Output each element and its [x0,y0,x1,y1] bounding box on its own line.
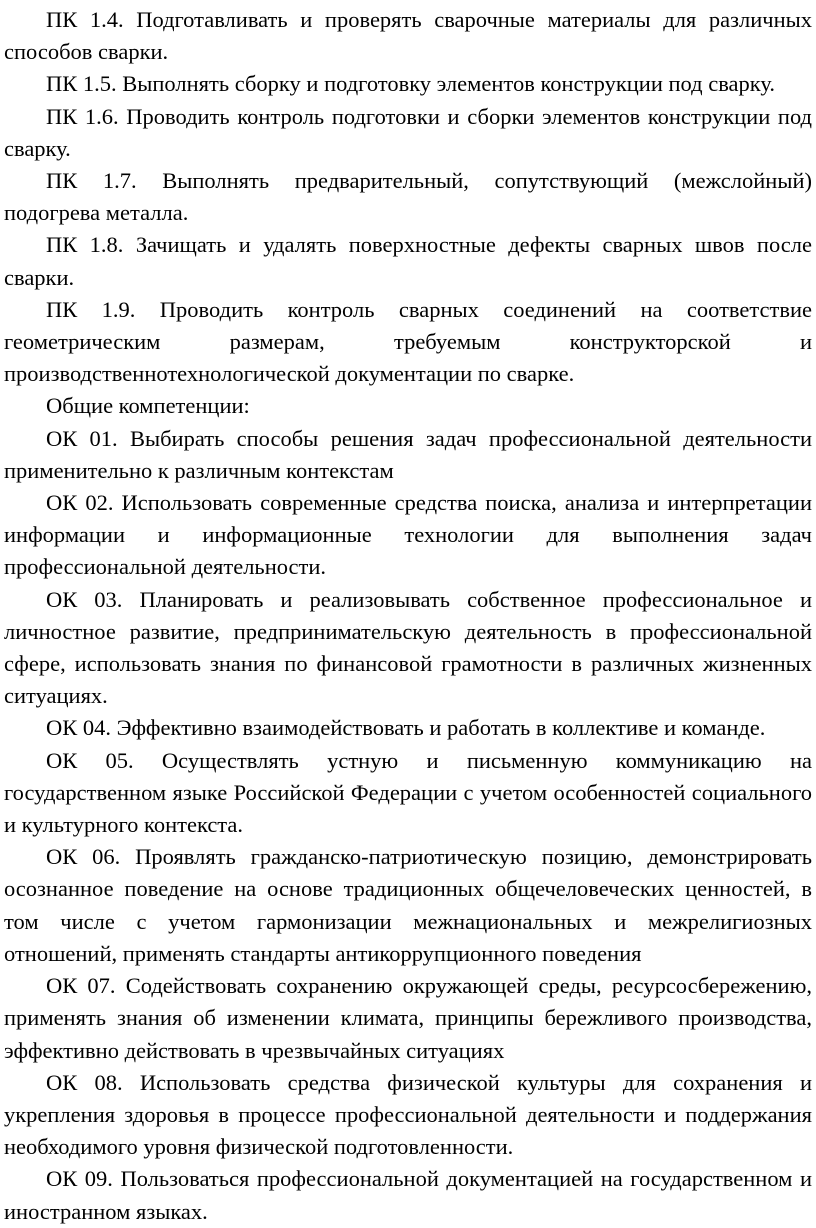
competency-pk-1-9: ПК 1.9. Проводить контроль сварных соединений на соответствие геометрическим размерам, требуемым конструкторской и производственнотехнологической документации по сварке. [4,296,812,387]
document-page [4,0,812,1228]
general-competencies-heading: Общие компетенции: [46,393,250,419]
competency-ok-06: ОК 06. Проявлять гражданско-патриотическую позицию, демонстрировать осознанное поведение на основе традиционных общечеловеческих ценностей, в том числе с учетом гармонизации межнациональных и межрелигиозных отношений, применять стандарты антикоррупционного поведения [4,844,812,966]
competency-pk-1-7: ПК 1.7. Выполнять предварительный, сопутствующий (межслойный) подогрева металла. [4,168,812,226]
competency-ok-07: ОК 07. Содействовать сохранению окружающей среды, ресурсосбережению, применять знания об изменении климата, принципы бережливого производства, эффективно действовать в чрезвычайных ситуациях [4,973,812,1063]
competency-ok-02: ОК 02. Использовать современные средства поиска, анализа и интерпретации информации и информационные технологии для выполнения задач профессиональной деятельности. [4,490,812,580]
competency-ok-04: ОК 04. Эффективно взаимодействовать и работать в коллективе и команде. [46,715,766,741]
competency-ok-01: ОК 01. Выбирать способы решения задач профессиональной деятельности применительно к различным контекстам [4,425,812,483]
competency-pk-1-5: ПК 1.5. Выполнять сборку и подготовку элементов конструкции под сварку. [46,71,776,97]
competency-ok-03: ОК 03. Планировать и реализовывать собственное профессиональное и личностное развитие, предпринимательскую деятельность в профессиональной сфере, использовать знания по финансовой грамотности в различных жизненных ситуациях. [4,586,812,709]
competency-pk-1-8: ПК 1.8. Зачищать и удалять поверхностные дефекты сварных швов после сварки. [4,232,812,290]
competency-pk-1-6: ПК 1.6. Проводить контроль подготовки и сборки элементов конструкции под сварку. [4,103,812,161]
competency-pk-1-4: ПК 1.4. Подготавливать и проверять сварочные материалы для различных способов сварки. [4,7,812,65]
competency-ok-08: ОК 08. Использовать средства физической культуры для сохранения и укрепления здоровья в процессе профессиональной деятельности и поддержания необходимого уровня физической подготовленности. [4,1069,812,1160]
competency-ok-09: ОК 09. Пользоваться профессиональной документацией на государственном и иностранном языках. [4,1166,812,1224]
competency-ok-05: ОК 05. Осуществлять устную и письменную коммуникацию на государственном языке Российской Федерации с учетом особенностей социального и культурного контекста. [4,747,812,838]
